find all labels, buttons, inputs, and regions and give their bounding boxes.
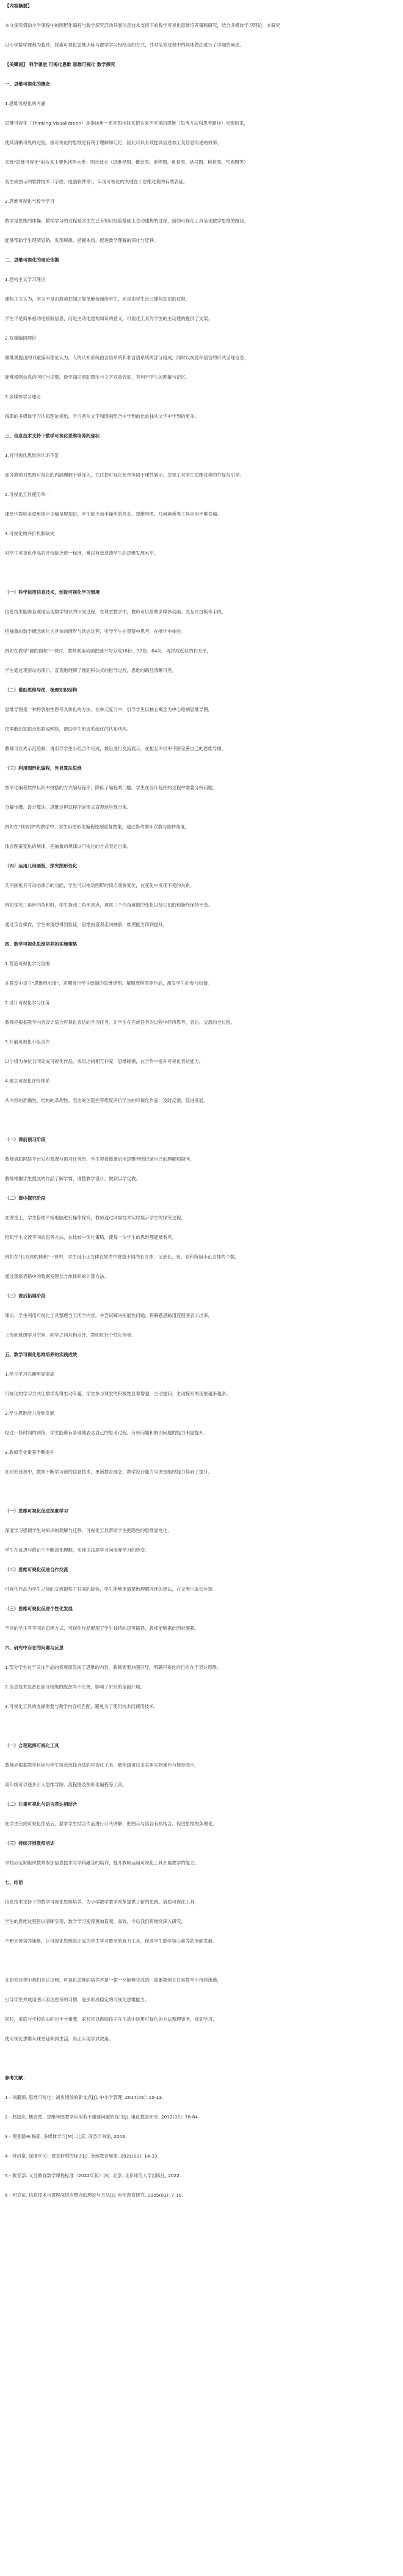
text-line: 学生通过观察动态演示，直观地理解了圆面积公式的推导过程，思维的路径清晰可见。: [5, 668, 176, 673]
text-line: 在学生完成可视化作品后，要求学生结合作品进行口头讲解，把图示与语言有机结合，促进思维的条理化。: [5, 1821, 217, 1826]
section-heading: 二、思维可视化的理论依据: [5, 257, 59, 263]
section-heading: （二）注重可视化与语言表达相结合: [5, 1801, 78, 1807]
text-line: 不断完善培养策略，让可视化思维真正成为学生学习数学的有力工具，促进学生数学核心素养的全面发展。: [5, 1938, 217, 1944]
text-line: 例如探究三角形内角和时，学生拖动三角形顶点，观察三个内角度数的变化以及它们的和始终保持不变。: [5, 902, 212, 908]
text-line: 佩维奥提出的双重编码理论认为，人的认知系统由言语系统和非言语系统两部分组成，同时以视觉和语言的形式呈现信息，: [5, 355, 249, 360]
text-line: 数学是思维的体操。数学学习的过程是学生在已有知识经验基础上主动建构的过程，借助可视化工具呈现数学思维的路径，: [5, 218, 249, 224]
section-heading: 五、数学可视化思维培养的实践成效: [5, 1352, 78, 1357]
text-line: 经过一段时间的训练，学生能够有条理地表达自己的思考过程，分析问题和解决问题的能力明显提升。: [5, 1430, 208, 1436]
text-line: 课后，学生利用可视化工具整理当天所学内容，并尝试解决拓展性问题，将解题思路用流程图表示出来，: [5, 1313, 212, 1318]
text-line: 1.对可视化思维的认识不足: [5, 453, 59, 458]
text-line: 3.多媒体学习理论: [5, 394, 41, 400]
text-line: 在课堂上，学生借助平板电脑进行操作探究，教师通过同屏技术实时展示学生的探究过程，: [5, 1215, 186, 1220]
text-line: 引导学生养成用图示表达思考的习惯，逐步形成稳定的可视化思维能力。: [5, 1997, 150, 2002]
text-line: 使可视化思维从课堂延伸到生活，真正实现学以致用。: [5, 2036, 114, 2041]
text-line: 教师应根据教学内容设计适合可视化表达的学习任务，让学生在完成任务的过程中经历思考、表达、交流的全过程。: [5, 1020, 235, 1025]
section-heading: 三、信息技术支持下数学可视化思维培养的现状: [5, 433, 100, 439]
section-heading: 一、思维可视化的概念: [5, 81, 50, 87]
bold-heading: 参考文献：: [5, 2075, 27, 2081]
text-line: 可视化作品为学生之间的交流提供了共同的载体，学生能够更清楚地理解同伴的想法，在交流中取长补短。: [5, 1586, 217, 1592]
text-line: 组织学生交流不同的思考方法，在比较中优化策略，使每一位学生的思维都能被看见。: [5, 1235, 176, 1240]
text-line: 2.学生思维能力得到发展: [5, 1410, 54, 1416]
text-line: 思维可视化（Thinking Visualization）是指运用一系列图示技术把本来不可视的思维（思考方法和思考路径）呈现出来，: [5, 120, 249, 126]
text-line: 以小组为单位共同完成可视化作品，成员之间相互补充，思维碰撞，在合作中提升可视化表达能力。: [5, 1059, 204, 1064]
text-line: 2.信息技术设备在部分班级的配备尚不完善，影响了研究的全面开展。: [5, 1684, 145, 1690]
section-heading: （一）课前预习阶段: [5, 1137, 46, 1142]
section-heading: （一）科学运用信息技术，创设可视化学习情境: [5, 589, 100, 595]
text-line: 1 - 刘濯源. 思维可视化：减负增效的新支点[J]. 中小学管理, 2014(06): 10-13.: [5, 2095, 164, 2100]
section-heading: （一）思维可视化促进深度学习: [5, 1508, 68, 1514]
text-line: 实现"思维可视化"的技术主要包括两大类：图示技术（思维导图、概念图、流程图、鱼骨图、括号图、树状图、气泡图等）: [5, 159, 249, 165]
section-heading: （三）思维可视化促进个性化发展: [5, 1606, 73, 1611]
text-line: 通过观察表格中的数据发现长方体体积的计算方法。: [5, 1274, 109, 1279]
text-line: 对学生可视化作品的评价缺乏统一标准，难以有效反馈学生的思维发展水平。: [5, 550, 159, 556]
text-line: 通过亲自操作，学生的猜想得到验证，思维由直观走向抽象，推理能力得到提升。: [5, 922, 168, 927]
text-line: 建构主义认为，学习不是由教师把知识简单地传递给学生，而是由学生自己建构知识的过程。: [5, 296, 191, 302]
text-line: 信息技术能够直观地呈现数学知识的形成过程，在课堂教学中，教师可以借助多媒体动画、交互式白板等手段，: [5, 609, 227, 615]
text-line: 4.建立可视化评价体系: [5, 1078, 50, 1084]
text-line: 从内容的准确性、结构的条理性、表达的创造性等维度评价学生的可视化作品，及时反馈，促进发展。: [5, 1098, 208, 1103]
text-line: 在研究过程中我们也认识到，可视化思维的培养不是一朝一夕能够完成的，需要教师在日常教学中持续渗透，: [5, 1977, 222, 1983]
text-line: 以小学数学课程为载体，探索可视化思维训练与数学学习相结合的方式，并对培养过程中的具体做法进行了详细的阐述。: [5, 42, 244, 48]
section-heading: （二）课中探究阶段: [5, 1195, 46, 1201]
text-line: 把抽象的数学概念转化为具体的图形与动态过程，引导学生在观察中思考，在操作中体验。: [5, 629, 186, 634]
text-line: 使其清晰可见的过程。被可视化的思维更有利于理解和记忆，因此可以有效提高信息加工及信息传递的效率。: [5, 140, 222, 145]
text-line: 部分教师对思维可视化的内涵理解不够深入，往往把可视化简单等同于课件展示，忽视了对学生思维过程的外显与引导。: [5, 472, 244, 478]
text-line: 2.可视化工具使用单一: [5, 492, 50, 497]
text-line: 1.建构主义学习理论: [5, 277, 46, 282]
text-line: 例如在"找规律"的教学中，学生用图形化编程绘制重复图案，通过修改循环次数与旋转角度，: [5, 824, 190, 830]
text-line: 学校应定期组织教师参加信息技术与学科融合的培训，提升教师运用可视化工具开展教学的能力。: [5, 1860, 199, 1866]
section-heading: 四、数学可视化思维培养的实施策略: [5, 941, 78, 947]
text-line: 同时，家庭与学校的协同也十分重要，家长可以鼓励孩子在生活中运用可视化的方法整理事务、规划学习，: [5, 2016, 217, 2022]
text-line: 分解步骤、设计算法，思维过程以程序的形式直观地呈现出来。: [5, 805, 131, 810]
text-line: 例如在"长方体的体积"一课中，学生用小正方体在软件中拼搭不同的长方体，记录长、宽、高和所用小正方体的个数，: [5, 1254, 239, 1260]
text-line: 5 - 教育部. 义务教育数学课程标准（2022年版）[S]. 北京: 北京师范大学出版社, 2022.: [5, 2173, 181, 2178]
text-line: 学生的思维过程得以清晰呈现，数学学习变得更加直观、高效。今后我们将继续深入研究，: [5, 1919, 186, 1924]
text-line: 图形化编程软件以积木拼搭的方式编写程序，降低了编程的门槛。学生在设计程序的过程中需要分析问题、: [5, 785, 217, 790]
section-heading: （三）持续开展教师培训: [5, 1841, 55, 1846]
text-line: 1.学生学习兴趣明显提高: [5, 1371, 54, 1377]
text-line: 2 - 赵国庆. 概念图、思维导图教学应用若干重要问题的探讨[J]. 电化教育研究, 2012(05): 78-84.: [5, 2114, 200, 2120]
section-heading: （四）运用几何画板，探究图形变化: [5, 863, 78, 869]
bold-heading: 【内容摘要】: [5, 3, 32, 9]
text-line: 3.开展可视化小组合作: [5, 1039, 50, 1045]
text-line: 在教室中设立"思维展示墙"，定期展示学生绘制的思维导图、解题流程图等作品，激发学生的参与热情。: [5, 980, 212, 986]
text-line: 教师借助网络平台发布微课与预习任务单，学生观看微课后用思维导图记录自己的理解和疑问，: [5, 1156, 195, 1162]
text-line: 教师应根据教学目标与学生特点选择合适的可视化工具，低年级可以多采用实物操作与简单图示，: [5, 1762, 199, 1768]
text-line: 可视化的学习方式让数学变得生动有趣，学生参与课堂的积极性显著增强，主动提问、主动探究的现象越来越多。: [5, 1391, 231, 1396]
text-line: 课堂中教师多使用演示文稿呈现知识，学生缺少动手操作的机会，思维导图、几何画板等工具应用不够普遍。: [5, 511, 222, 517]
text-line: 3.可视化工具的选择需要与教学内容相匹配，避免为了使用技术而使用技术。: [5, 1704, 158, 1709]
text-line: 例如在教学"圆的面积"一课时，教师利用动画把圆平均分成16份、32份、64份，再拼成近似的长方形，: [5, 648, 212, 654]
text-line: 不同的学生有不同的思维方式，可视化作品展现了学生独特的思考路径，教师能够据此因材施教。: [5, 1626, 199, 1631]
section-heading: （二）思维可视化促进合作交流: [5, 1567, 68, 1572]
text-line: 1.思维可视化的内涵: [5, 101, 46, 106]
text-line: 3 - 理查德·E·梅耶. 多媒体学习[M]. 北京: 商务印书馆, 2006.: [5, 2134, 127, 2139]
text-line: 3.教师专业素养不断提升: [5, 1450, 54, 1455]
section-heading: （一）合理选择可视化工具: [5, 1743, 59, 1748]
text-line: 2.设计可视化学习任务: [5, 1000, 50, 1005]
text-line: 高年级可以逐步引入思维导图、流程图及图形化编程等工具。: [5, 1782, 127, 1787]
text-line: 1.部分学生过于关注作品的美观而忽视了思维的内容，教师需要加强引导，明确可视化的目的在于表达思维。: [5, 1665, 222, 1670]
bold-heading: 【关键词】 科学课堂 可视化思维 思维可视化 数学探究: [5, 62, 115, 67]
text-line: 6 - 何克抗. 信息技术与课程深层次整合的理论与方法[J]. 电化教育研究, 2005(01): 7-15.: [5, 2192, 183, 2198]
text-line: 梅耶的多媒体学习认知理论指出，学习者从文字和图画组合中学到的比单独从文字中学到的更多。: [5, 414, 199, 419]
text-line: 2.双重编码理论: [5, 335, 37, 341]
text-line: 及生成图示的软件技术（手绘、电脑软件等），实现可视化的关键在于思维过程的有效表征。: [5, 179, 188, 184]
text-line: 1.营造可视化学习氛围: [5, 961, 50, 966]
text-line: 几何画板具有动态演示的功能，学生可以拖动图形的顶点观察变化，在变化中发现不变的关系。: [5, 883, 195, 888]
text-line: 深度学习强调学生对知识的理解与迁移。可视化工具帮助学生把隐性的思维显性化，: [5, 1528, 172, 1533]
text-line: 3.可视化的评价机制缺失: [5, 531, 54, 536]
text-line: 2.思维可视化与数学学习: [5, 199, 54, 204]
text-line: 本文探究借助小学课程中的图形化编程与数学探究活动开展信息技术支持下的数学可视化思维培养策略研究，结合多媒体学习理论，本研究: [5, 23, 280, 28]
section-heading: 六、研究中存在的问题与反思: [5, 1645, 64, 1651]
section-heading: （二）借助思维导图，梳理知识结构: [5, 687, 78, 693]
section-heading: （三）课后拓展阶段: [5, 1293, 46, 1299]
text-line: 学生在反思与修正中不断深化理解，实现由浅层学习向深度学习的转变。: [5, 1547, 150, 1553]
text-line: 能够帮助学生理清思路，发现规律，把握本质，促进数学理解的深化与迁移。: [5, 238, 159, 243]
text-line: 在研究过程中，教师不断学习新的信息技术，更新教育理念，教学设计能力与课堂组织能力得到了提升。: [5, 1469, 212, 1475]
text-line: 上传到班级学习空间，同学之间互相点评，教师进行个性化指导。: [5, 1332, 136, 1338]
text-line: 教师根据学生提交的作品了解学情，调整教学设计，做到以学定教。: [5, 1176, 140, 1181]
section-heading: 七、结语: [5, 1880, 23, 1885]
section-heading: （三）利用图形化编程，外显算法思维: [5, 765, 82, 771]
text-line: 思维导图是一种将放射性思考具体化的方法。在单元复习中，引导学生以核心概念为中心绘制思维导图，: [5, 707, 212, 712]
text-line: 教师可以先示范绘制，再引导学生小组合作完成，最后进行交流展示，在相互评价中不断完善自己的思维导图。: [5, 746, 227, 751]
text-line: 4 - 钟启泉. 深度学习：课堂转型的标识[J]. 全球教育展望, 2021(01): 14-33.: [5, 2153, 159, 2159]
text-line: 信息技术支持下的数学可视化思维培养，为小学数学教学改革提供了新的思路。借助可视化工具，: [5, 1899, 199, 1905]
text-line: 体会图案变化的规律，把抽象的规律以可视化的方式表达出来。: [5, 844, 131, 849]
text-line: 把零散的知识点串联成网络，帮助学生形成系统化的认知结构。: [5, 726, 131, 732]
text-line: 学生不是简单被动地接收信息，而是主动地建构知识的意义。可视化工具为学生的主动建构提供了支架。: [5, 316, 212, 321]
text-line: 能够增强信息的回忆与识别。数学知识借助图示与文字双重表征，有利于学生的理解与记忆。: [5, 374, 191, 380]
